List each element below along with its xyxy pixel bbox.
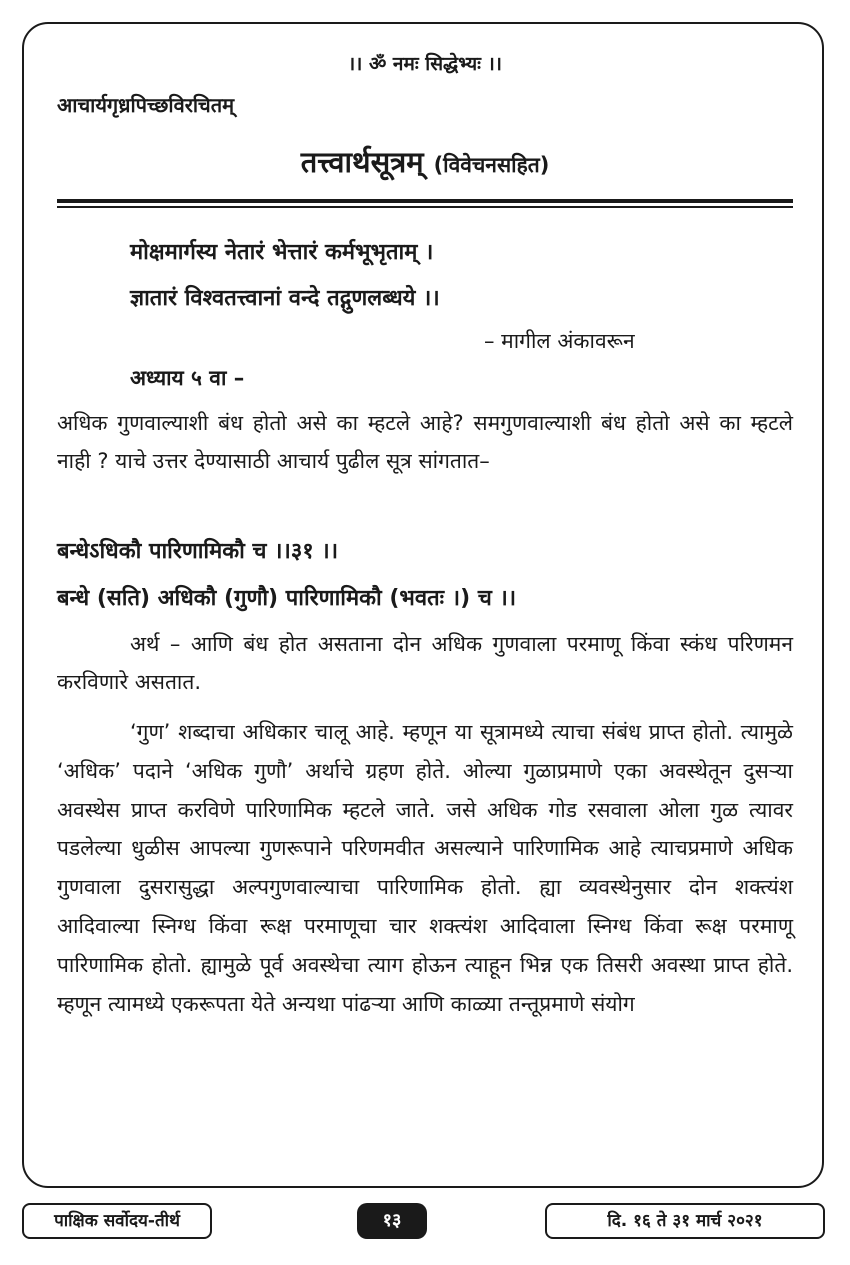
title-divider-thick	[57, 199, 793, 203]
invocation-verse-line-1: मोक्षमार्गस्य नेतारं भेत्तारं कर्मभूभृताम् ।	[130, 240, 434, 265]
page-number-badge: १३	[357, 1203, 427, 1239]
sutra-line-1: बन्धेऽधिकौ पारिणामिकौ च ।।३१ ।।	[57, 539, 339, 564]
publication-name-badge: पाक्षिक सर्वोदय-तीर्थ	[22, 1203, 212, 1239]
invocation-verse-line-2: ज्ञातारं विश्वतत्त्वानां वन्दे तद्गुणलब्धये ।।	[130, 286, 440, 311]
page-title	[0, 142, 850, 181]
issue-date-badge: दि. १६ ते ३१ मार्च २०२१	[545, 1203, 825, 1239]
intro-paragraph: अधिक गुणवाल्याशी बंध होतो असे का म्हटले आहे? समगुणवाल्याशी बंध होतो असे का म्हटले नाही ? याचे उत्तर देण्यासाठी आचार्य पुढील सूत्र सांगतात–	[57, 411, 793, 473]
subtitle-text: (विवेचनसहित)	[433, 153, 550, 177]
title-text: तत्त्वार्थसूत्रम्	[300, 145, 424, 179]
meaning-paragraph: अर्थ – आणि बंध होत असताना दोन अधिक गुणवाला परमाणू किंवा स्कंध परिणमन करविणारे असतात.	[57, 632, 793, 694]
continuation-note: – मागील अंकावरून	[484, 329, 635, 353]
commentary-paragraph: ‘गुण’ शब्दाचा अधिकार चालू आहे. म्हणून या सूत्रामध्ये त्याचा संबंध प्राप्त होतो. त्यामुळे ‘अधिक’ पदाने ‘अधिक गुणौ’ अर्थाचे ग्रहण होते. ओल्या गुळाप्रमाणे एका अवस्थेतून दुसऱ्या अवस्थेस प्राप्त करविणे पारिणामिक म्हटले जाते. जसे अधिक गोड रसवाला ओला गुळ त्यावर पडलेल्या धुळीस आपल्या गुणरूपाने परिणमवीत असल्याने पारिणामिक आहे त्याचप्रमाणे अधिक गुणवाला दुसरासुद्धा अल्पगुणवाल्याचा पारिणामिक होतो. ह्या व्यवस्थेनुसार दोन शक्त्यंश आदिवाल्या स्निग्ध किंवा रूक्ष परमाणूचा चार शक्त्यंश आदिवाला स्निग्ध किंवा रूक्ष परमाणू पारिणामिक होतो. ह्यामुळे पूर्व अवस्थेचा त्याग होऊन त्याहून भिन्न एक तिसरी अवस्था प्राप्त होते. म्हणून त्यामध्ये एकरूपता येते अन्यथा पांढऱ्या आणि काळ्या तन्तूप्रमाणे संयोग	[57, 720, 793, 1016]
sutra-line-2: बन्धे (सति) अधिकौ (गुणौ) पारिणामिकौ (भवतः ।) च ।।	[57, 586, 517, 611]
author-line: आचार्यगृध्रपिच्छविरचितम्	[57, 93, 235, 117]
invocation-line: ।। ॐ नमः सिद्धेभ्यः ।।	[347, 53, 503, 75]
title-divider-thin	[57, 206, 793, 208]
chapter-heading: अध्याय ५ वा –	[130, 366, 245, 390]
